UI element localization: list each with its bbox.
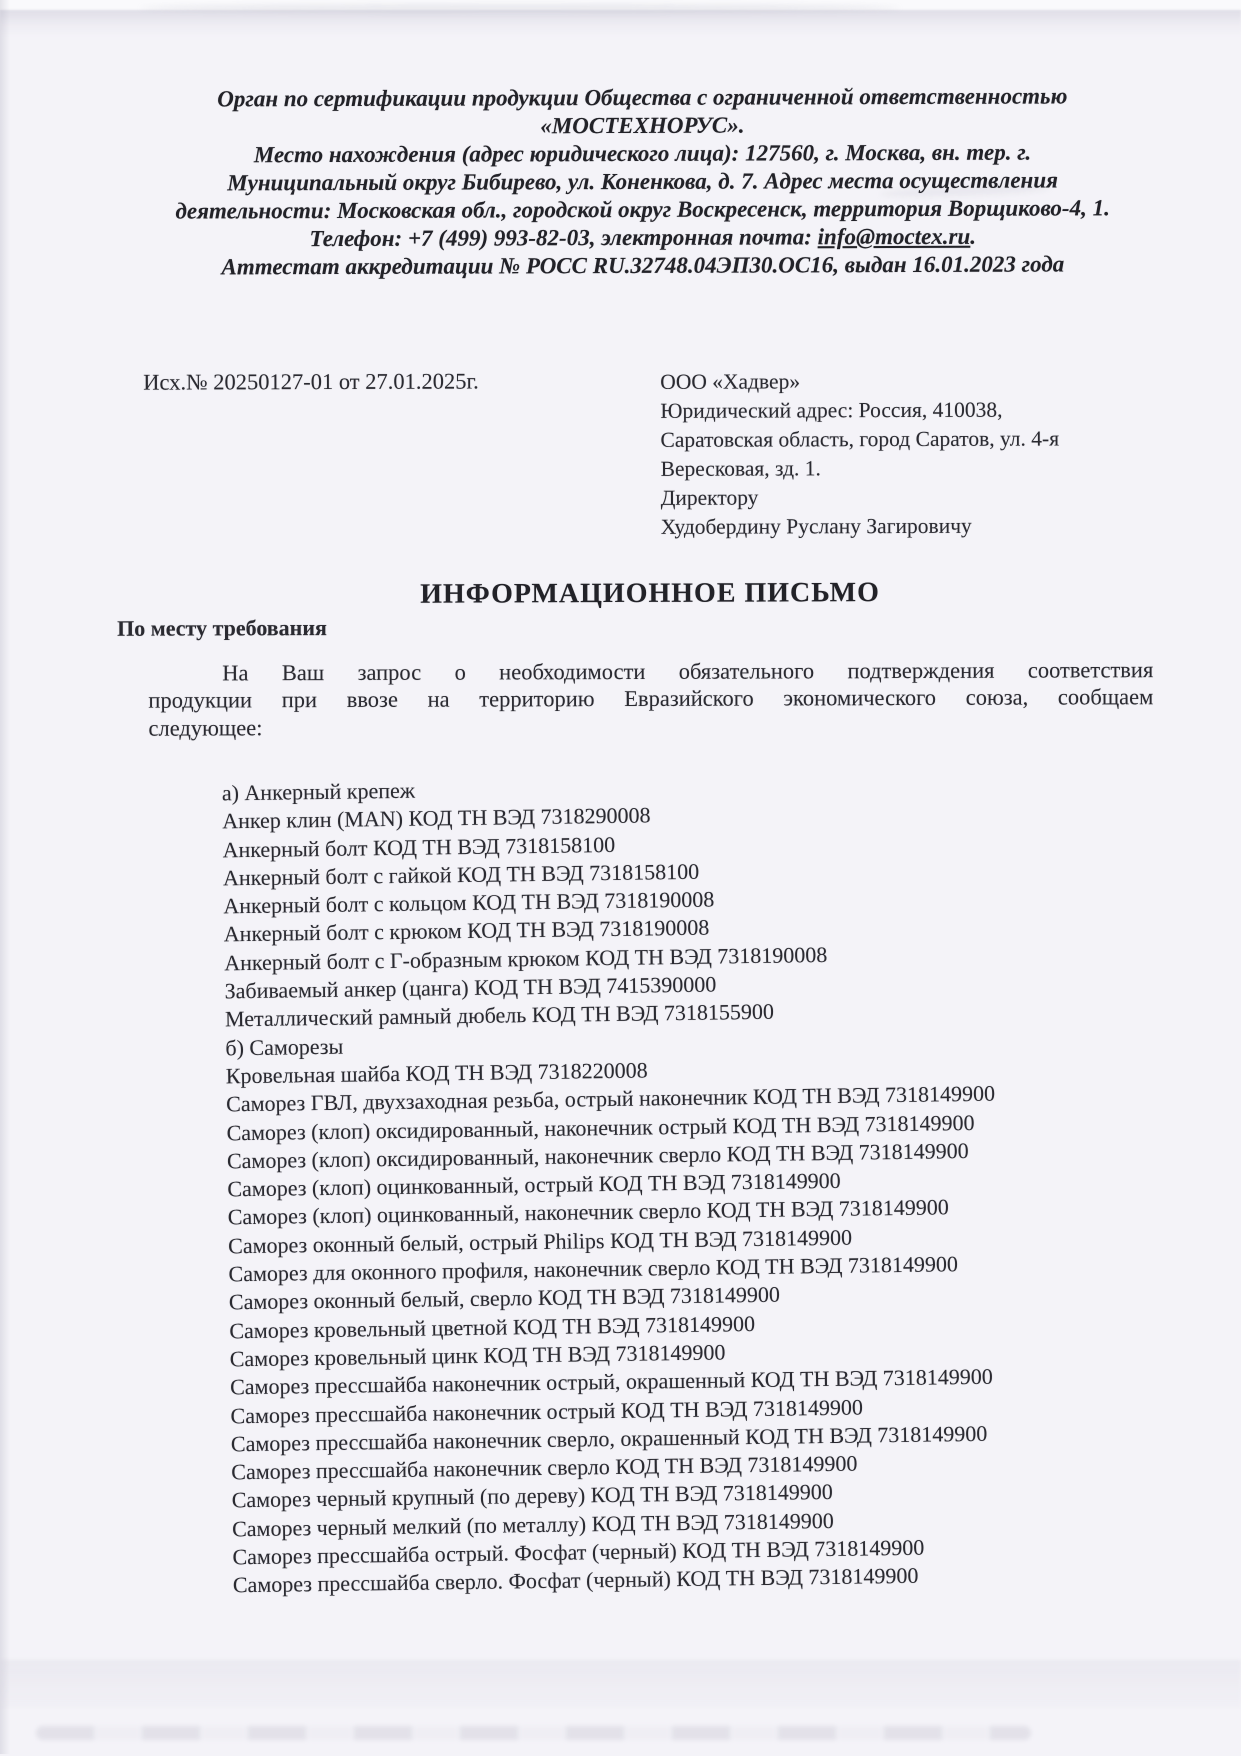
recipient-line: Саратовская область, город Саратов, ул. 4-я [660,426,1060,452]
letterhead-accreditation-line: Аттестат аккредитации № РОСС RU.32748.04ЭП30.ОС16, выдан 16.01.2023 года [221,251,1065,280]
product-line: Саморез ГВЛ, двухзаходная резьба, острый наконечник КОД ТН ВЭД 7318149900 [226,1080,996,1117]
recipient-line: Юридический адрес: Россия, 410038, [660,397,1003,423]
product-line: Саморез для оконного профиля, наконечник сверло КОД ТН ВЭД 7318149900 [228,1251,959,1287]
product-line: Саморез черный мелкий (по металлу) КОД ТН ВЭД 7318149900 [231,1507,834,1542]
product-line: Саморез оконный белый, сверло КОД ТН ВЭД 7318149900 [228,1281,781,1315]
product-line: Саморез (клоп) оцинкованный, наконечник сверло КОД ТН ВЭД 7318149900 [227,1194,949,1230]
contact-line-period: . [970,223,977,249]
product-line: Саморез черный крупный (по дереву) КОД ТН ВЭД 7318149900 [231,1479,833,1513]
product-line: Саморез (клоп) оцинкованный, острый КОД ТН ВЭД 7318149900 [227,1167,841,1202]
letterhead-address-line: Муниципальный округ Бибирево, ул. Коненкова, д. 7. Адрес места осуществления [227,167,1058,196]
product-line: Металлический рамный дюбель КОД ТН ВЭД 7318155900 [224,999,775,1032]
product-line: Анкер клин (MAN) КОД ТН ВЭД 7318290008 [222,802,651,834]
product-line: Саморез прессшайба наконечник сверло, окрашенный КОД ТН ВЭД 7318149900 [230,1420,988,1457]
product-line: Саморез оконный белый, острый Philips КОД ТН ВЭД 7318149900 [227,1224,853,1259]
product-line: Саморез прессшайба наконечник острый, окрашенный КОД ТН ВЭД 7318149900 [229,1363,993,1400]
email-text: info@moctex.ru [817,223,971,250]
product-line: Забиваемый анкер (цанга) КОД ТН ВЭД 7415390000 [224,971,717,1004]
product-line: Саморез прессшайба сверло. Фосфат (черный) КОД ТН ВЭД 7318149900 [232,1563,919,1598]
product-group-heading: б) Саморезы [225,1033,344,1061]
product-line: Анкерный болт с кольцом КОД ТН ВЭД 7318190008 [223,886,715,919]
addressed-to: По месту требования [117,615,327,641]
product-line: Саморез кровельный цинк КОД ТН ВЭД 7318149900 [229,1339,726,1372]
recipient-line: Худобердину Руслану Загировичу [660,513,972,539]
outgoing-reference: Исх.№ 20250127-01 от 27.01.2025г. [143,368,479,395]
recipient-line: Директору [660,485,759,510]
intro-line: следующее: [148,715,263,741]
letterhead-address-line: Место нахождения (адрес юридического лица): 127560, г. Москва, вн. тер. г. [253,139,1032,168]
intro-line: продукции при ввозе на территорию Евразийского экономического союза, сообщаем [148,684,1154,714]
product-line: Саморез кровельный цветной КОД ТН ВЭД 7318149900 [229,1310,756,1343]
product-line: Анкерный болт с Г-образным крюком КОД ТН ВЭД 7318190008 [224,941,828,976]
product-line: Анкерный болт с гайкой КОД ТН ВЭД 7318158100 [222,858,700,891]
letterhead-org-name: «МОСТЕХНОРУС». [540,112,745,139]
product-line: Анкерный болт КОД ТН ВЭД 7318158100 [222,831,616,862]
product-line: Анкерный болт с крюком КОД ТН ВЭД 7318190008 [223,915,710,947]
product-line: Саморез (клоп) оксидированный, наконечник острый КОД ТН ВЭД 7318149900 [226,1109,975,1145]
intro-paragraph [148,656,1153,742]
intro-line: На Ваш запрос о необходимости обязательного подтверждения соответствия [222,657,1154,686]
product-line: Саморез (клоп) оксидированный, наконечник сверло КОД ТН ВЭД 7318149900 [226,1137,969,1174]
product-group-heading: а) Анкерный крепеж [221,777,416,806]
recipient-line: Вересковая, зд. 1. [660,456,821,481]
recipient-block [660,366,1161,542]
phone-email-text: Телефон: +7 (499) 993-82-03, электронная почта: [309,224,818,252]
letterhead-org-line: Орган по сертификации продукции Общества с ограниченной ответственностью [217,83,1068,112]
letterhead-address-line: деятельности: Московская обл., городской округ Воскресенск, территория Ворщиково-4, 1. [175,195,1110,224]
product-list [222,766,1173,1600]
product-line: Саморез прессшайба наконечник сверло КОД ТН ВЭД 7318149900 [231,1450,858,1485]
letter-title: ИНФОРМАЦИОННОЕ ПИСЬМО [420,577,880,610]
letterhead-contact-line [83,222,1203,254]
recipient-line: ООО «Хадвер» [660,369,801,394]
product-line: Саморез прессшайба острый. Фосфат (черный) КОД ТН ВЭД 7318149900 [232,1534,925,1570]
product-line: Саморез прессшайба наконечник острый КОД ТН ВЭД 7318149900 [230,1394,864,1428]
product-line: Кровельная шайба КОД ТН ВЭД 7318220008 [225,1057,648,1089]
letterhead [82,82,1203,282]
